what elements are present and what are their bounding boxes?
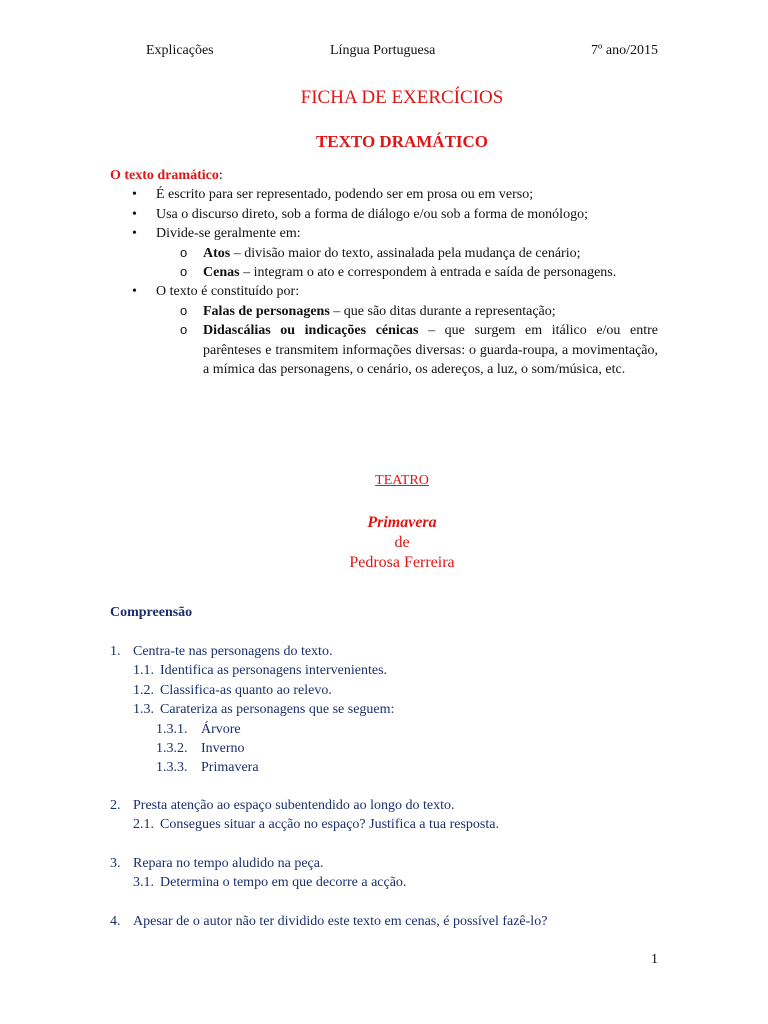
- sub-term: Cenas: [203, 265, 240, 281]
- sub-text: – integram o ato e correspondem à entrada e saída de personagens.: [239, 265, 617, 281]
- play-heading: [0, 513, 768, 573]
- intro-lead-suffix: :: [218, 168, 223, 183]
- subquestion-text: Identifica as personagens intervenientes.: [160, 663, 388, 679]
- sub-term: Atos: [203, 245, 231, 261]
- bullet-text: É escrito para ser representado, podendo ser em prosa ou em verso;: [156, 187, 534, 203]
- sub-item: [156, 321, 658, 379]
- bullet-item: [110, 282, 658, 379]
- subquestion-text: Carateriza as personagens que se seguem:: [160, 702, 395, 718]
- subsubquestion-text: Árvore: [201, 721, 241, 737]
- intro-lead: O texto dramático: [110, 168, 219, 183]
- question-row: [110, 854, 670, 873]
- play-by: de: [394, 534, 410, 551]
- header-left: Explicações: [146, 43, 214, 58]
- bullet-item: [110, 185, 658, 204]
- sub-term: Falas de personagens: [203, 303, 330, 319]
- question-row: [110, 642, 670, 661]
- sub-term: Didascálias ou indicações cénicas: [203, 323, 419, 339]
- subquestion-number: 1.3.: [133, 702, 154, 718]
- circle-bullet-icon: o: [180, 264, 188, 280]
- question-2: [110, 796, 670, 835]
- question-number: 2.: [110, 798, 121, 813]
- subquestion-number: 1.1.: [133, 663, 154, 679]
- bullet-text: O texto é constituído por:: [156, 284, 300, 300]
- subquestion-row: [110, 681, 670, 700]
- question-number: 4.: [110, 914, 121, 929]
- divide-sub-list: [156, 244, 658, 283]
- subsubquestion-number: 1.3.3.: [156, 760, 188, 776]
- subquestion-row: [110, 873, 670, 892]
- circle-bullet-icon: o: [180, 322, 188, 338]
- bullet-icon: •: [132, 187, 137, 203]
- bullet-item: [110, 205, 658, 224]
- subsubquestion-number: 1.3.2.: [156, 741, 188, 757]
- subquestion-row: [110, 661, 670, 680]
- sub-text: – que são ditas durante a representação;: [329, 303, 556, 319]
- subsubquestion-row: [110, 720, 670, 739]
- question-text: Apesar de o autor não ter dividido este texto em cenas, é possível fazê-lo?: [133, 914, 548, 929]
- question-4: [110, 912, 670, 931]
- sub-item: [156, 302, 658, 321]
- sub-item: [156, 263, 658, 282]
- bullet-icon: •: [132, 206, 137, 222]
- subquestion-number: 2.1.: [133, 817, 154, 833]
- sub-text: – divisão maior do texto, assinalada pela mudança de cenário;: [230, 245, 581, 261]
- question-number: 3.: [110, 856, 121, 871]
- question-1: [110, 642, 670, 778]
- subsubquestion-number: 1.3.1.: [156, 721, 188, 737]
- play-author: Pedrosa Ferreira: [349, 554, 455, 571]
- document-subtitle: TEXTO DRAMÁTICO: [315, 132, 489, 151]
- question-row: [110, 796, 670, 815]
- subquestion-number: 3.1.: [133, 875, 154, 891]
- bullet-text: Divide-se geralmente em:: [156, 226, 301, 242]
- bullet-item: [110, 224, 658, 282]
- subquestion-row: [110, 815, 670, 834]
- header-right: 7º ano/2015: [591, 43, 658, 58]
- subquestion-row: [110, 700, 670, 719]
- question-text: Presta atenção ao espaço subentendido ao longo do texto.: [133, 798, 455, 813]
- play-section-label: TEATRO: [375, 473, 429, 488]
- bullet-icon: •: [132, 226, 137, 242]
- subquestion-text: Consegues situar a acção no espaço? Justifica a tua resposta.: [160, 817, 499, 833]
- comprehension-heading: Compreensão: [110, 605, 193, 620]
- question-row: [110, 912, 670, 931]
- intro-bullet-list: [110, 185, 658, 379]
- subquestion-number: 1.2.: [133, 682, 154, 698]
- document-title: FICHA DE EXERCÍCIOS: [300, 87, 504, 108]
- bullet-icon: •: [132, 284, 137, 300]
- page-number: 1: [651, 952, 658, 967]
- question-text: Centra-te nas personagens do texto.: [133, 644, 333, 659]
- sub-item: [156, 244, 658, 263]
- play-title: Primavera: [367, 514, 437, 531]
- header-center: Língua Portuguesa: [330, 43, 436, 58]
- subsubquestion-row: [110, 739, 670, 758]
- subsubquestion-text: Inverno: [201, 741, 245, 757]
- intro-lead-line: [110, 166, 658, 185]
- question-3: [110, 854, 670, 893]
- circle-bullet-icon: o: [180, 244, 188, 260]
- circle-bullet-icon: o: [180, 302, 188, 318]
- subquestion-text: Classifica-as quanto ao relevo.: [160, 682, 332, 698]
- bullet-text: Usa o discurso direto, sob a forma de diálogo e/ou sob a forma de monólogo;: [156, 206, 588, 222]
- subquestion-text: Determina o tempo em que decorre a acção.: [160, 875, 407, 891]
- question-number: 1.: [110, 644, 121, 659]
- question-text: Repara no tempo aludido na peça.: [133, 856, 324, 871]
- subsubquestion-row: [110, 758, 670, 777]
- constituido-sub-list: [156, 302, 658, 380]
- sub-text: – que surgem em itálico e/ou entre parênteses e transmitem informações diversas: o guarda-roupa, a movimentação, a mímica das personagens, o cenário, os adereços, a luz, o som/música, etc.: [203, 323, 658, 378]
- intro-section: [110, 166, 658, 379]
- subsubquestion-text: Primavera: [201, 760, 259, 776]
